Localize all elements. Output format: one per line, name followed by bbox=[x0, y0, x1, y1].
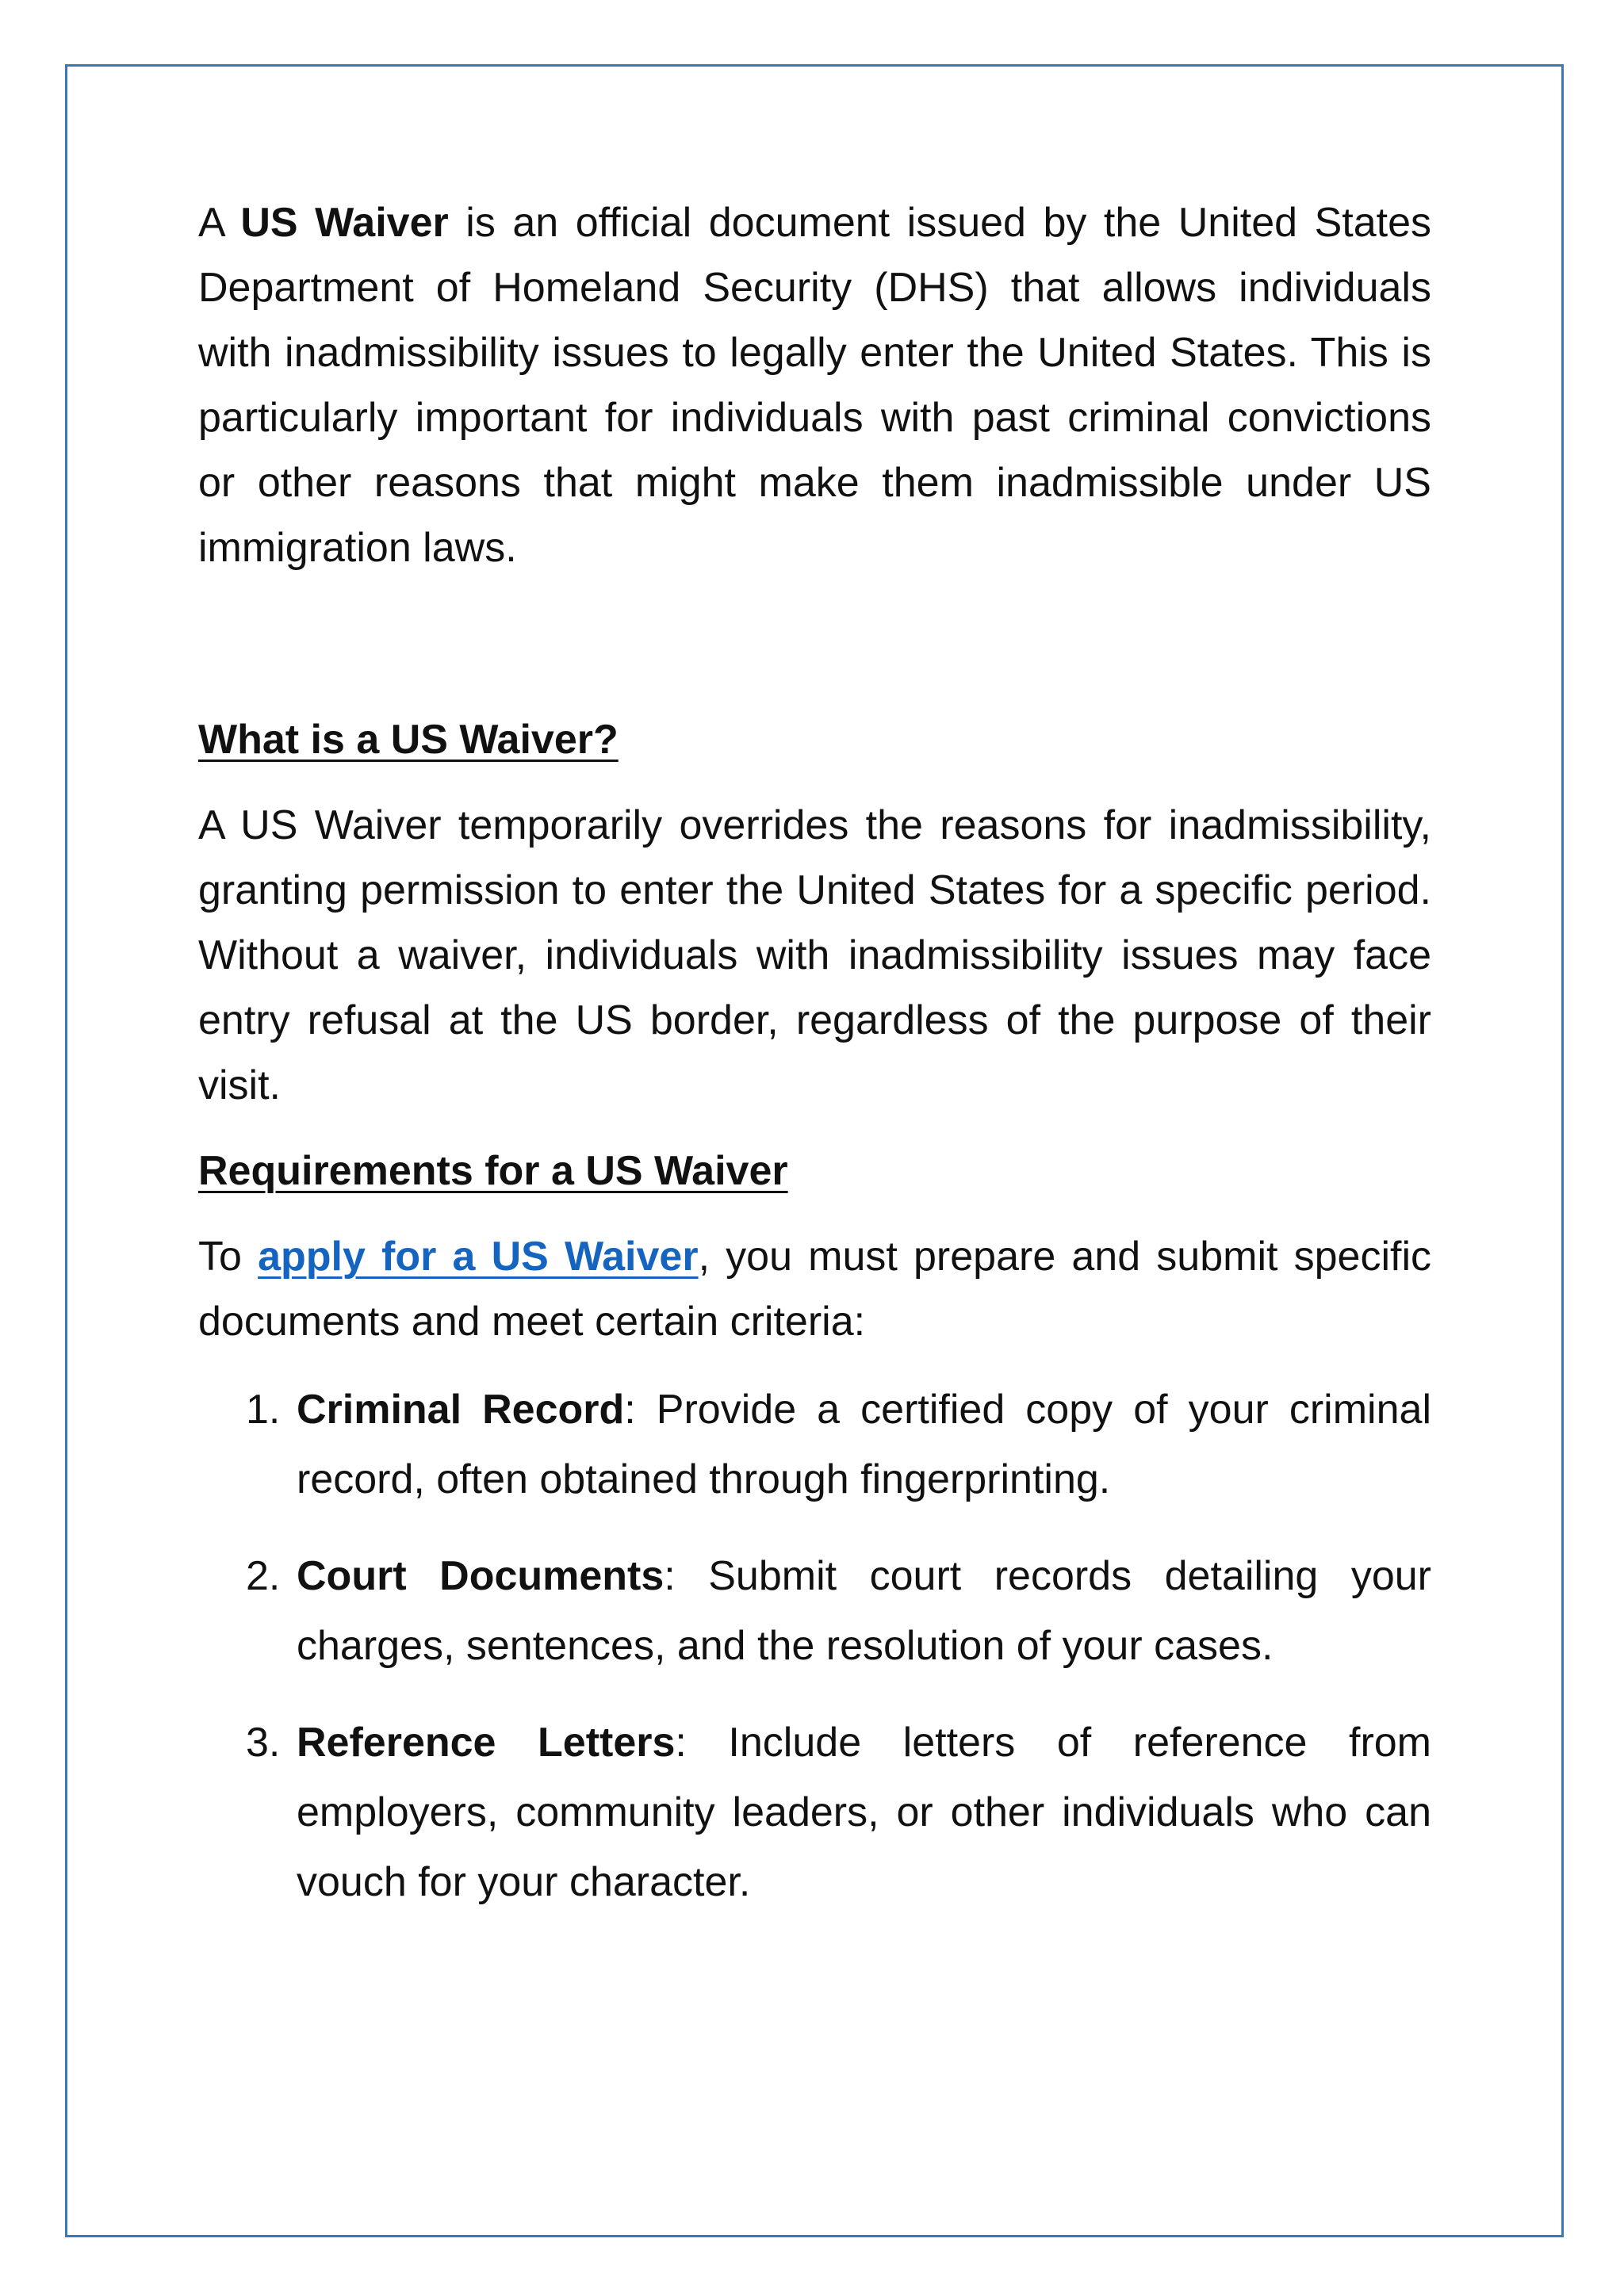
list-item bbox=[198, 1375, 1431, 1514]
list-item bbox=[198, 1708, 1431, 1917]
list-item-text: : Submit court records detailing your charges, sentences, and the resolution of your cases. bbox=[297, 1553, 1431, 1669]
section-heading-what-is: What is a US Waiver? bbox=[198, 717, 619, 763]
apply-waiver-link[interactable]: apply for a US Waiver bbox=[258, 1234, 699, 1280]
requirements-intro-before: To bbox=[198, 1234, 242, 1280]
intro-text: is an official document issued by the United States Department of Homeland Security (DHS) that allows individuals with inadmissibility issues to legally enter the United States. This is particularly important for individuals with past criminal convictions or other reasons that might make them inadmissible under US immigration laws. bbox=[198, 200, 1432, 571]
requirements-intro bbox=[198, 1224, 1431, 1354]
document-body bbox=[198, 190, 1431, 1944]
list-item-title: Court Documents bbox=[297, 1553, 665, 1599]
list-item-title: Criminal Record bbox=[297, 1387, 625, 1433]
list-item-number: 2. bbox=[246, 1553, 281, 1599]
list-item bbox=[198, 1541, 1431, 1681]
list-item-text: : Provide a certified copy of your criminal record, often obtained through fingerprinting. bbox=[297, 1387, 1431, 1502]
requirements-list bbox=[198, 1375, 1431, 1917]
list-item-text: : Include letters of reference from employers, community leaders, or other individuals who can vouch for your character. bbox=[297, 1720, 1431, 1905]
list-item-title: Reference Letters bbox=[297, 1720, 676, 1766]
requirements-intro-after: , you must prepare and submit specific documents and meet certain criteria: bbox=[198, 1234, 1432, 1345]
intro-lead: A bbox=[198, 200, 224, 246]
section-heading-requirements: Requirements for a US Waiver bbox=[198, 1148, 788, 1194]
intro-term: US Waiver bbox=[240, 200, 449, 246]
list-item-number: 1. bbox=[246, 1387, 281, 1433]
section-body-what-is: A US Waiver temporarily overrides the reasons for inadmissibility, granting permission to enter the United States for a specific period. Without a waiver, individuals with inadmissibility issues may face entry refusal at the US border, regardless of the purpose of their visit. bbox=[198, 802, 1431, 1108]
intro-paragraph bbox=[198, 190, 1431, 580]
list-item-number: 3. bbox=[246, 1720, 281, 1766]
